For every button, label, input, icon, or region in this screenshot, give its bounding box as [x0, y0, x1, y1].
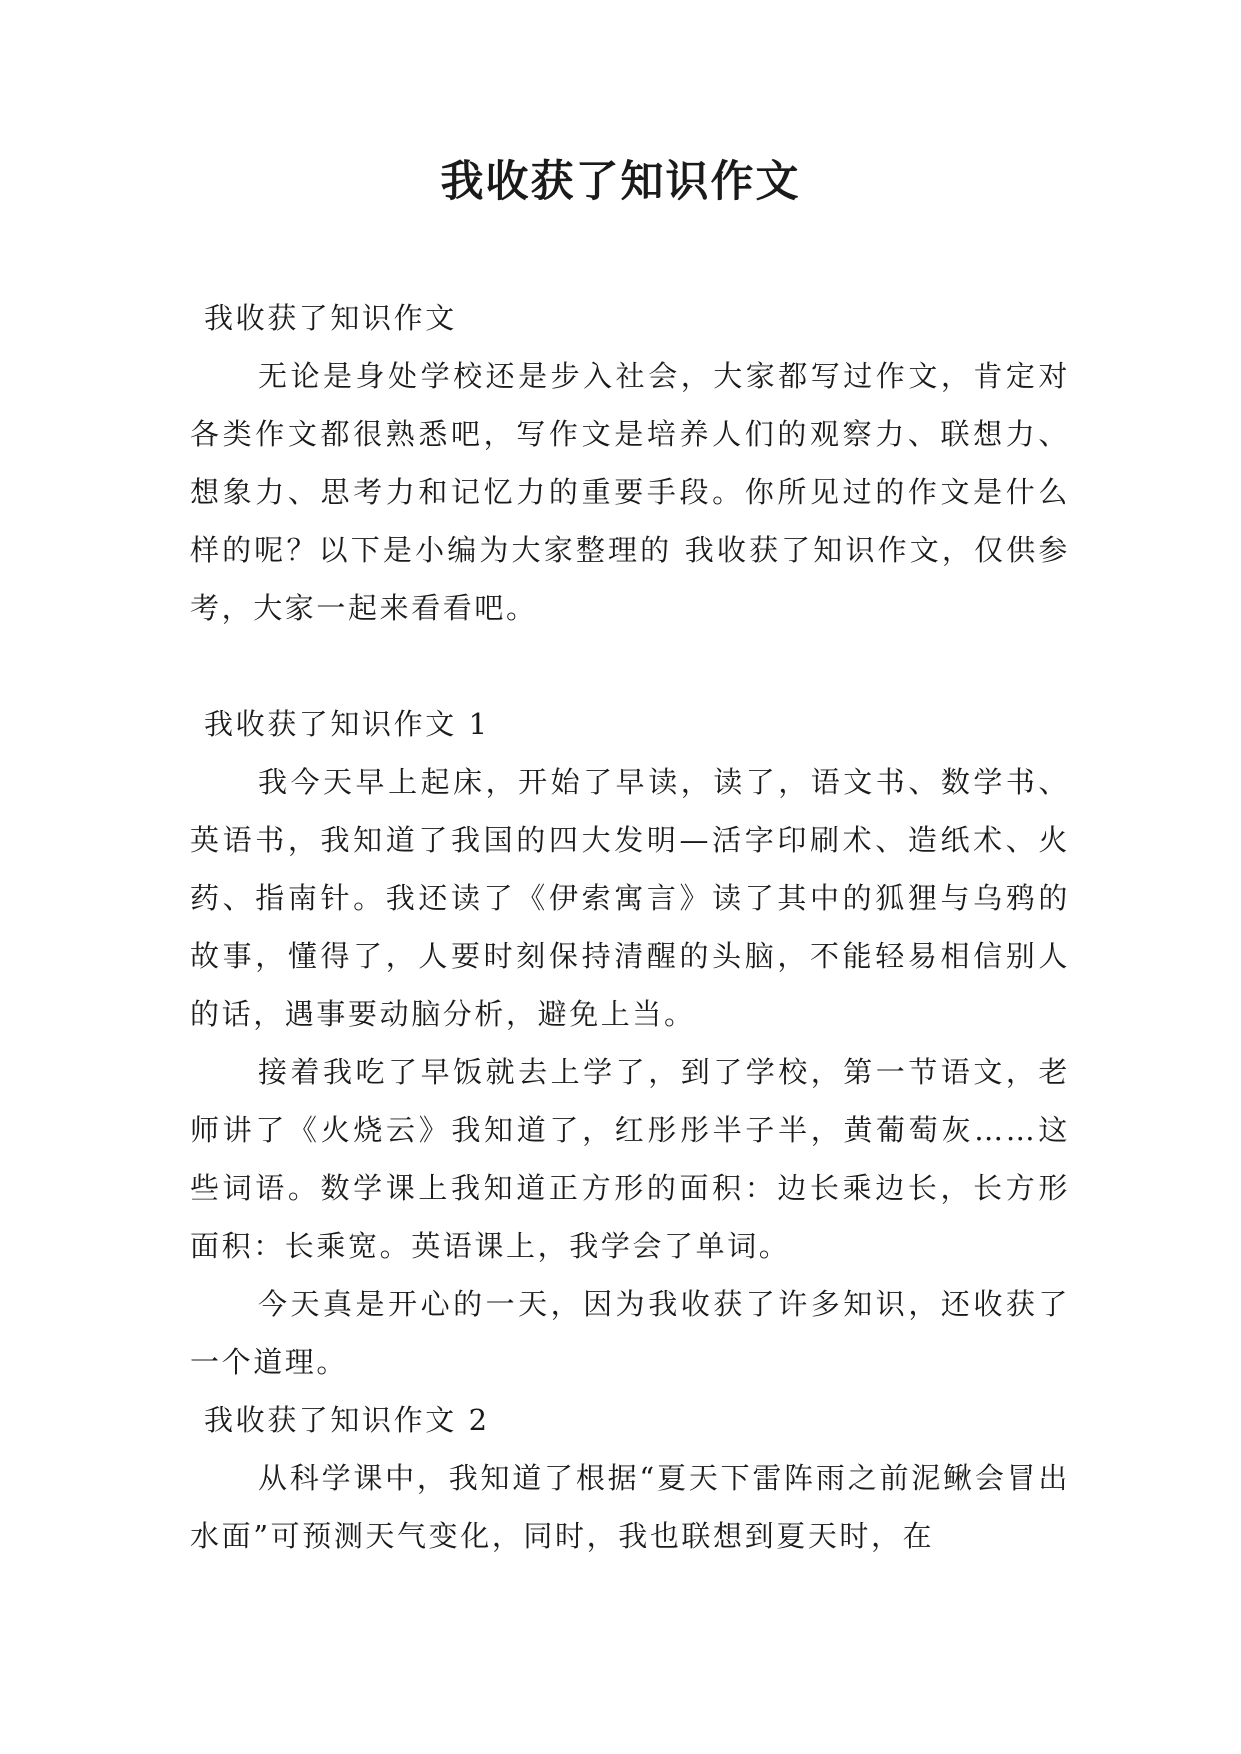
- section-heading: 我收获了知识作文: [204, 301, 457, 335]
- body-paragraph: 从科学课中，我知道了根据“夏天下雷阵雨之前泥鳅会冒出水面”可预测天气变化，同时，我也联想到夏天时，在: [190, 1461, 1070, 1553]
- body-paragraph: 今天真是开心的一天，因为我收获了许多知识，还收获了一个道理。: [190, 1287, 1070, 1379]
- body-paragraph: 接着我吃了早饭就去上学了，到了学校，第一节语文，老师讲了《火烧云》我知道了，红彤彤半子半，黄葡萄灰……这些词语。数学课上我知道正方形的面积：边长乘边长，长方形面积：长乘宽。英语课上，我学会了单词。: [190, 1055, 1070, 1263]
- section-heading: 我收获了知识作文 1: [204, 707, 490, 741]
- body-paragraph: 无论是身处学校还是步入社会，大家都写过作文，肯定对各类作文都很熟悉吧，写作文是培养人们的观察力、联想力、想象力、思考力和记忆力的重要手段。你所见过的作文是什么样的呢？以下是小编为大家整理的 我收获了知识作文，仅供参考，大家一起来看看吧。: [190, 359, 1070, 625]
- document-title: 我收获了知识作文: [440, 157, 801, 207]
- document-body: [190, 289, 1070, 1565]
- body-paragraph: 我今天早上起床，开始了早读，读了，语文书、数学书、英语书，我知道了我国的四大发明—活字印刷术、造纸术、火药、指南针。我还读了《伊索寓言》读了其中的狐狸与乌鸦的故事，懂得了，人要时刻保持清醒的头脑，不能轻易相信别人的话，遇事要动脑分析，避免上当。: [190, 765, 1070, 1031]
- section-spacer: [190, 637, 1070, 695]
- section-heading: 我收获了知识作文 2: [204, 1403, 490, 1437]
